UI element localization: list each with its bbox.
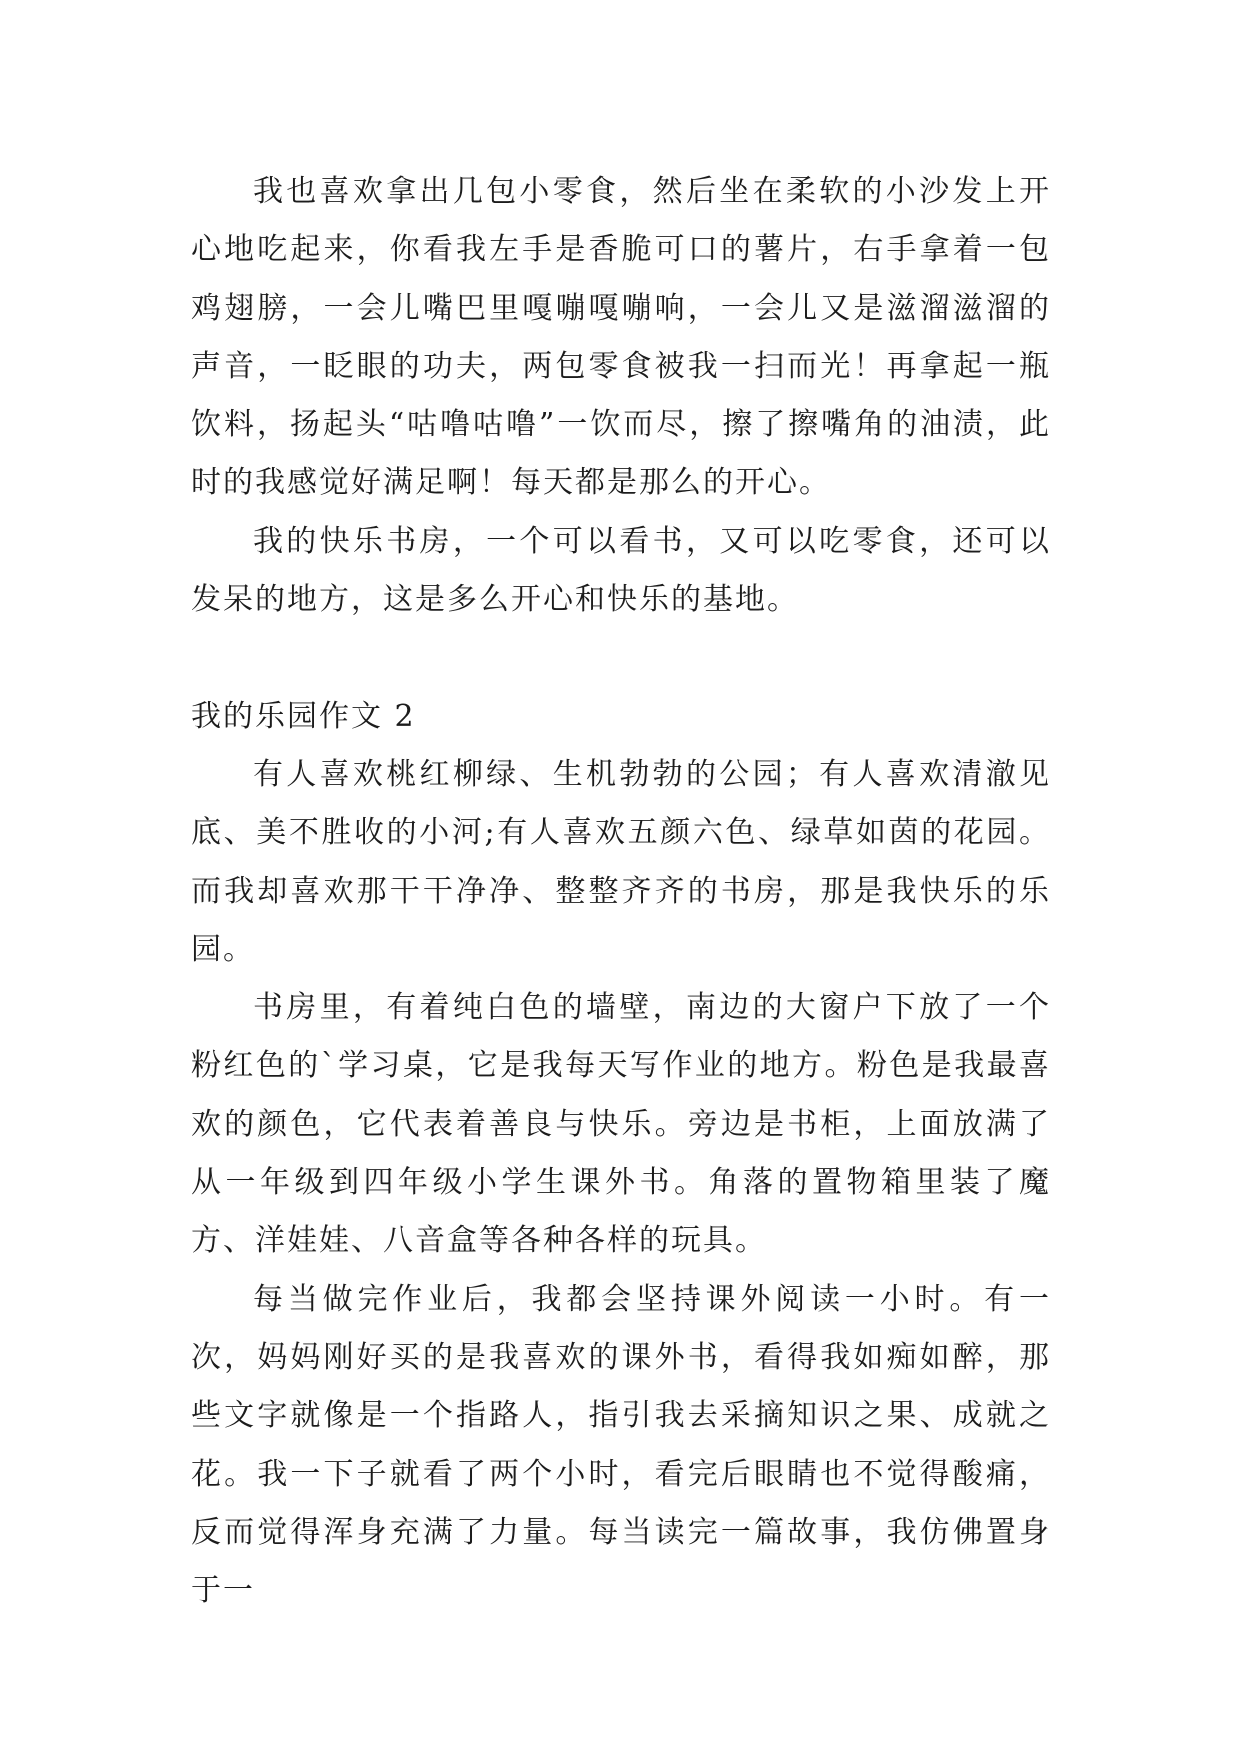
section-spacer [191, 629, 1051, 687]
paragraph-snacks: 我也喜欢拿出几包小零食，然后坐在柔软的小沙发上开心地吃起来，你看我左手是香脆可口的薯片，右手拿着一包鸡翅膀，一会儿嘴巴里嘎嘣嘎嘣响，一会儿又是滋溜滋溜的声音，一眨眼的功夫，两包零食被我一扫而光！再拿起一瓶饮料，扬起头“咕噜咕噜”一饮而尽，擦了擦嘴角的油渍，此时的我感觉好满足啊！每天都是那么的开心。 [191, 174, 1051, 501]
document-body [191, 163, 1051, 1620]
article-title: 我的乐园作文 2 [191, 698, 416, 734]
paragraph-study-room: 书房里，有着纯白色的墙壁，南边的大窗户下放了一个粉红色的`学习桌，它是我每天写作业的地方。粉色是我最喜欢的颜色，它代表着善良与快乐。旁边是书柜，上面放满了从一年级到四年级小学生课外书。角落的置物箱里装了魔方、洋娃娃、八音盒等各种各样的玩具。 [191, 990, 1051, 1259]
paragraph-intro: 有人喜欢桃红柳绿、生机勃勃的公园；有人喜欢清澈见底、美不胜收的小河;有人喜欢五颜六色、绿草如茵的花园。而我却喜欢那干干净净、整整齐齐的书房，那是我快乐的乐园。 [191, 756, 1051, 967]
paragraph-reading: 每当做完作业后，我都会坚持课外阅读一小时。有一次，妈妈刚好买的是我喜欢的课外书，看得我如痴如醉，那些文字就像是一个指路人，指引我去采摘知识之果、成就之花。我一下子就看了两个小时，看完后眼睛也不觉得酸痛，反而觉得浑身充满了力量。每当读完一篇故事，我仿佛置身于一 [191, 1281, 1051, 1609]
paragraph-happy-study: 我的快乐书房，一个可以看书，又可以吃零食，还可以发呆的地方，这是多么开心和快乐的基地。 [191, 523, 1051, 618]
